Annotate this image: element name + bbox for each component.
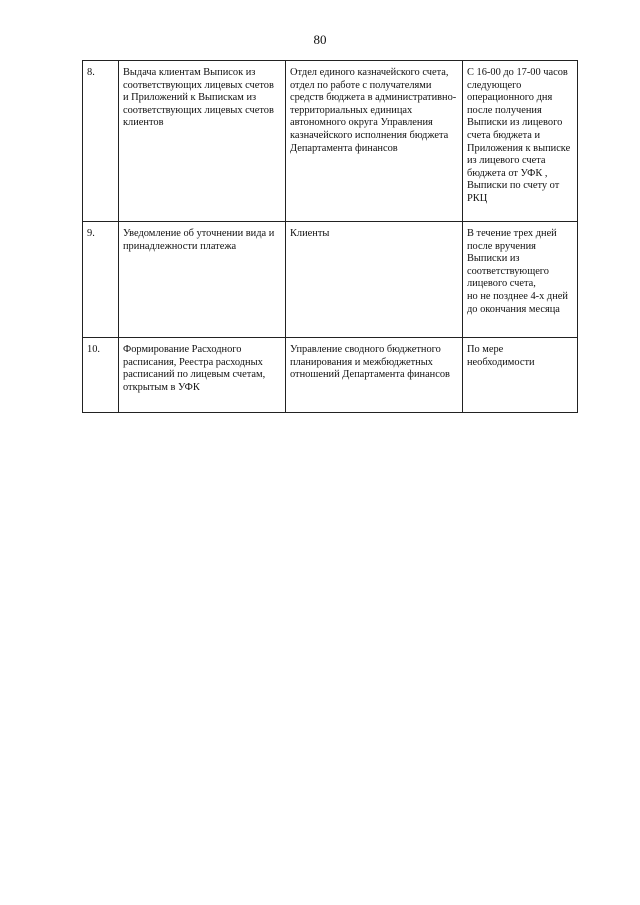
page-number: 80 bbox=[313, 32, 327, 47]
table-row bbox=[83, 338, 578, 413]
row-number: 8. bbox=[83, 61, 119, 222]
executor-cell: Клиенты bbox=[286, 222, 463, 338]
task-cell: Формирование Расходного расписания, Реестра расходных расписаний по лицевым счетам, открытым в УФК bbox=[119, 338, 286, 413]
table-row bbox=[83, 61, 578, 222]
row-number: 10. bbox=[83, 338, 119, 413]
row-number: 9. bbox=[83, 222, 119, 338]
executor-cell: Отдел единого казначейского счета, отдел по работе с получателями средств бюджета в административно-территориальных единицах автономного округа Управления казначейского исполнения бюджета Департамента финансов bbox=[286, 61, 463, 222]
executor-cell: Управление сводного бюджетного планирования и межбюджетных отношений Департамента финансов bbox=[286, 338, 463, 413]
term-cell: С 16-00 до 17-00 часов следующего операционного дня после получения Выписки из лицевого счета бюджета и Приложения к выписке из лицевого счета бюджета от УФК , Выписки по счету от РКЦ bbox=[463, 61, 578, 222]
term-cell: По мере необходимости bbox=[463, 338, 578, 413]
table-row bbox=[83, 222, 578, 338]
task-cell: Выдача клиентам Выписок из соответствующих лицевых счетов и Приложений к Выпискам из соответствующих лицевых счетов клиентов bbox=[119, 61, 286, 222]
task-cell: Уведомление об уточнении вида и принадлежности платежа bbox=[119, 222, 286, 338]
procedure-table bbox=[82, 60, 578, 413]
term-cell: В течение трех дней после вручения Выписки из соответствующего лицевого счета, но не позднее 4-х дней до окончания месяца bbox=[463, 222, 578, 338]
